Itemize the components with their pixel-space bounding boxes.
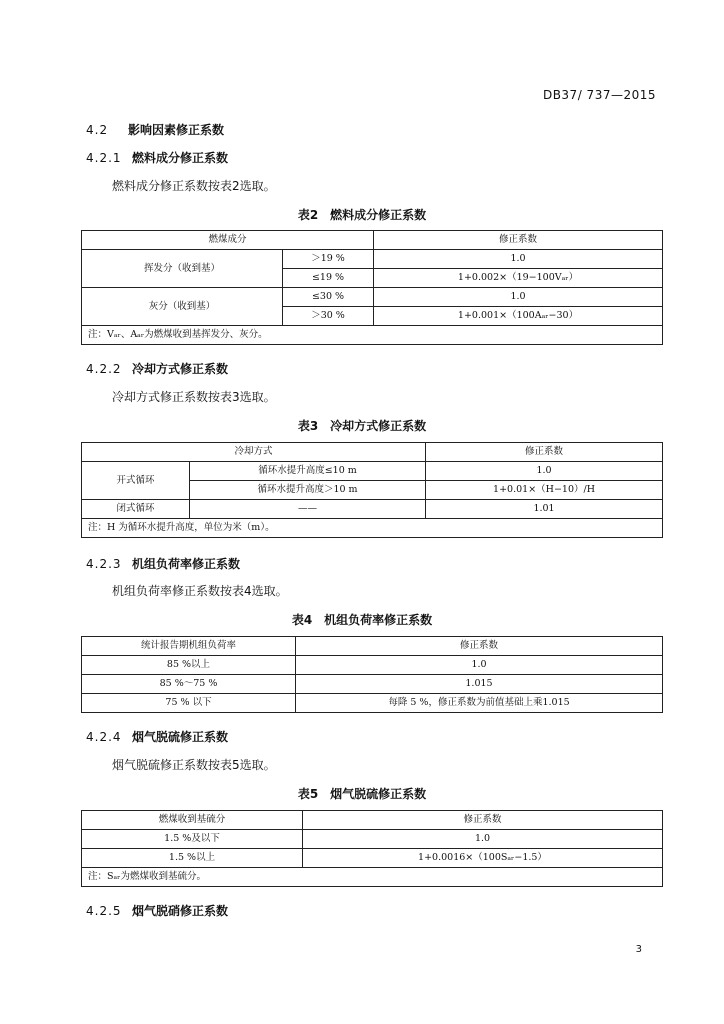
table-note: 注：Vₐᵣ、Aₐᵣ为燃煤收到基挥发分、灰分。 (82, 326, 663, 345)
table-row (82, 830, 663, 849)
table-3-caption: 表3 冷却方式修正系数 (297, 419, 427, 433)
section-number: 4.2.4 (86, 730, 122, 744)
table-cell: ≤19 % (283, 269, 374, 288)
section-number: 4.2.5 (86, 904, 122, 918)
page-number: 3 (635, 944, 642, 955)
table-cell: ≤30 % (283, 288, 374, 307)
table-row (82, 500, 663, 519)
table-cell: 1.0 (296, 656, 663, 675)
table-row (82, 288, 663, 307)
table-cell: 85 %～75 % (82, 675, 296, 694)
table-cell: 灰分（收到基） (82, 288, 283, 326)
table-row (82, 656, 663, 675)
table-cell: —— (190, 500, 426, 519)
table-2 (81, 230, 663, 345)
table-note: 注：Sₐᵣ为燃煤收到基硫分。 (82, 868, 663, 887)
table-header-cell: 修正系数 (374, 231, 663, 250)
table-row (82, 462, 663, 481)
table-cell: 每降 5 %，修正系数为前值基础上乘1.015 (296, 694, 663, 713)
section-4-2-1-heading (86, 149, 228, 166)
table-header-row (82, 637, 663, 656)
table-header-cell: 燃煤成分 (82, 231, 374, 250)
section-4-2-3-heading (86, 555, 240, 572)
table-cell: 1+0.01×（H−10）/H (426, 481, 663, 500)
paragraph-4-2-1: 燃料成分修正系数按表2选取。 (112, 179, 276, 193)
section-number: 4.2.1 (86, 151, 122, 165)
table-cell: 85 %以上 (82, 656, 296, 675)
table-cell: 75 % 以下 (82, 694, 296, 713)
table-cell: ＞30 % (283, 307, 374, 326)
table-4-caption: 表4 机组负荷率修正系数 (291, 613, 433, 627)
table-cell: 1+0.001×（100Aₐᵣ−30） (374, 307, 663, 326)
section-number: 4.2.3 (86, 557, 122, 571)
section-title: 机组负荷率修正系数 (132, 557, 241, 571)
section-4-2-5-heading (86, 902, 228, 919)
table-header-row (82, 811, 663, 830)
table-header-cell: 修正系数 (296, 637, 663, 656)
table-row (82, 694, 663, 713)
section-title: 烟气脱硫修正系数 (132, 730, 229, 744)
table-header-row (82, 231, 663, 250)
table-header-cell: 燃煤收到基硫分 (82, 811, 303, 830)
table-header-cell: 统计报告期机组负荷率 (82, 637, 296, 656)
paragraph-4-2-4: 烟气脱硫修正系数按表5选取。 (112, 758, 276, 772)
table-cell: 循环水提升高度＞10 m (190, 481, 426, 500)
table-note-row (82, 326, 663, 345)
table-row (82, 675, 663, 694)
table-header-cell: 修正系数 (426, 443, 663, 462)
table-cell: 1.5 %以上 (82, 849, 303, 868)
table-cell: 闭式循环 (82, 500, 190, 519)
table-4 (81, 636, 663, 713)
table-note: 注：H 为循环水提升高度，单位为米（m）。 (82, 519, 663, 538)
table-cell: 1+0.0016×（100Sₐᵣ−1.5） (303, 849, 663, 868)
paragraph-4-2-3: 机组负荷率修正系数按表4选取。 (112, 584, 288, 598)
table-5 (81, 810, 663, 887)
table-header-row (82, 443, 663, 462)
section-4-2-2-heading (86, 360, 228, 377)
table-row (82, 250, 663, 269)
section-title: 烟气脱硝修正系数 (132, 904, 229, 918)
table-note-row (82, 519, 663, 538)
table-note-row (82, 868, 663, 887)
table-cell: 循环水提升高度≤10 m (190, 462, 426, 481)
table-cell: 1.5 %及以下 (82, 830, 303, 849)
paragraph-4-2-2: 冷却方式修正系数按表3选取。 (112, 390, 276, 404)
section-title: 燃料成分修正系数 (132, 151, 229, 165)
table-cell: ＞19 % (283, 250, 374, 269)
section-number: 4.2 (86, 123, 109, 137)
table-cell: 1.0 (303, 830, 663, 849)
table-cell: 1.0 (426, 462, 663, 481)
table-2-caption: 表2 燃料成分修正系数 (297, 208, 427, 222)
table-cell: 挥发分（收到基） (82, 250, 283, 288)
section-number: 4.2.2 (86, 362, 122, 376)
document-number: DB37/ 737—2015 (542, 88, 656, 102)
section-4-2-4-heading (86, 728, 228, 745)
table-5-caption: 表5 烟气脱硫修正系数 (297, 787, 427, 801)
table-row (82, 849, 663, 868)
table-cell: 1.015 (296, 675, 663, 694)
section-title: 冷却方式修正系数 (132, 362, 229, 376)
section-title: 影响因素修正系数 (128, 123, 225, 137)
table-cell: 1+0.002×（19−100Vₐᵣ） (374, 269, 663, 288)
table-cell: 1.01 (426, 500, 663, 519)
table-cell: 开式循环 (82, 462, 190, 500)
table-cell: 1.0 (374, 288, 663, 307)
table-header-cell: 修正系数 (303, 811, 663, 830)
table-3 (81, 442, 663, 538)
section-4-2-heading (86, 121, 224, 138)
table-header-cell: 冷却方式 (82, 443, 426, 462)
table-cell: 1.0 (374, 250, 663, 269)
